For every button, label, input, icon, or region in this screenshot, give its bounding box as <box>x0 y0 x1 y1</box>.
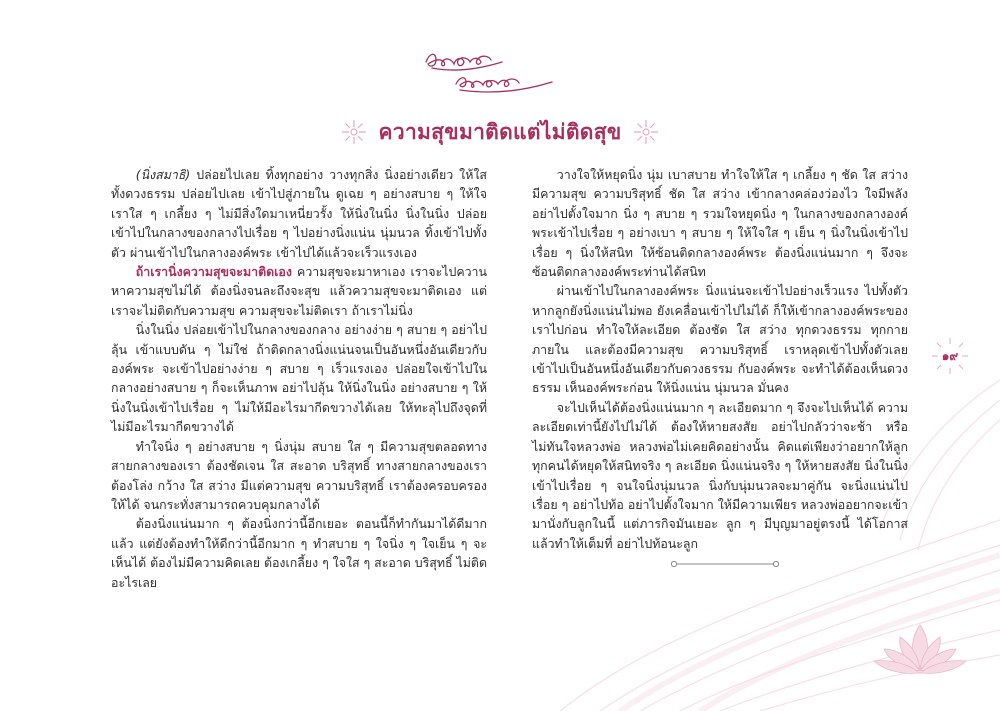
page-title: ความสุขมาติดแต่ไม่ติดสุข <box>378 119 622 144</box>
right-column <box>532 165 908 553</box>
paragraph <box>111 165 487 262</box>
flower-ornament-icon <box>339 117 369 147</box>
page-number: ๑๙ <box>941 349 959 363</box>
paragraph-text: ปล่อยไปเลย ทิ้งทุกอย่าง วางทุกสิ่ง นิ่งอย่างเดียว ให้ใสทั้งดวงธรรม ปล่อยไปเลย เข้าไปสู่ภายใน ดูเฉย ๆ อย่างสบาย ๆ ให้ใจเราใส ๆ เกลี้ยง ๆ ไม่มีสิ่งใดมาเหนี่ยวรั้ง ให้นิ่งในนิ่ง นิ่งในนิ่ง ปล่อยเข้าไปในกลางของกลางไปเรื่อย ๆ ไปอย่างนิ่งแน่น นุ่มนวล ทิ้งเข้าไปทั้งตัว ผ่านเข้าไปในกลางองค์พระ เข้าไปได้แล้วจะเร็วแรงเอง <box>111 167 487 260</box>
signature-image <box>418 40 568 98</box>
section-divider <box>670 558 780 570</box>
paragraph <box>111 262 487 320</box>
paragraph-lead: (นิ่งสมาธิ) <box>135 167 191 182</box>
paragraph: ผ่านเข้าไปในกลางองค์พระ นิ่งแน่นจะเข้าไปอย่างเร็วแรง ไปทั้งตัว หากลูกยังนิ่งแน่นไม่พอ ยังเคลื่อนเข้าไปไม่ได้ ก็ให้เข้ากลางองค์พระของเราไปก่อน ทำใจให้ละเอียด ต้องชัด ใส สว่าง ทุกดวงธรรม ทุกกายภายใน และต้องมีความสุข ความบริสุทธิ์ เราหลุดเข้าไปทั้งตัวเลย เข้าไปเป็นอันหนึ่งอันเดียวกับดวงธรรม กับองค์พระ จะทำได้ต้องเห็นดวงธรรม เห็นองค์พระก่อน ให้นิ่งแน่น นุ่มนวล มั่นคง <box>532 283 908 396</box>
left-column <box>111 165 487 592</box>
paragraph: นิ่งในนิ่ง ปล่อยเข้าไปในกลางของกลาง อย่างง่าย ๆ สบาย ๆ อย่าไปลุ้น เข้าแบบดัน ๆ ไม่ใช่ ถ้าติดกลางนิ่งแน่นจนเป็นอันหนึ่งอันเดียวกับองค์พระ จะเข้าไปอย่างง่าย ๆ สบาย ๆ เร็วแรงเอง ปล่อยใจเข้าไปในกลางอย่างสบาย ๆ ก็จะเห็นภาพ อย่าไปลุ้น ให้นิ่งในนิ่ง อย่างสบาย ๆ ให้นิ่งในนิ่งเข้าไปเรื่อย ๆ ไม่ให้มีอะไรมากีดขวางได้เลย ให้ทะลุไปถึงจุดที่ไม่มีอะไรมากีดขวางได้ <box>111 322 487 435</box>
highlight-text: ถ้าเรานิ่งความสุขจะมาติดเอง <box>135 264 292 280</box>
paragraph: ต้องนิ่งแน่นมาก ๆ ต้องนิ่งกว่านี้อีกเยอะ ตอนนี้ก็ทำกันมาได้ดีมากแล้ว แต่ยังต้องทำให้ดีกว่านี้อีกมาก ๆ ทำสบาย ๆ ใจนิ่ง ๆ ใจเย็น ๆ จะเห็นได้ ต้องไม่มีความคิดเลย ต้องเกลี้ยง ๆ ใจใส ๆ สะอาด บริสุทธิ์ ไม่ติดอะไรเลย <box>111 516 487 590</box>
title-row <box>0 112 1000 152</box>
flower-ornament-icon <box>631 117 661 147</box>
lotus-icon <box>870 617 970 687</box>
paragraph-text: ความสุขจะมาหาเอง เราจะไปควานหาความสุขไม่ได้ ต้องนิ่งจนละถึงจะสุข แล้วความสุขจะมาติดเอง แต่เราจะไม่ติดกับความสุข ความสุขจะไม่ติดเรา ถ้าเราไม่นิ่ง <box>111 264 487 318</box>
paragraph: ทำใจนิ่ง ๆ อย่างสบาย ๆ นิ่งนุ่ม สบาย ใส ๆ มีความสุขตลอดทางสายกลางของเรา ต้องชัดเจน ใส สะอาด บริสุทธิ์ ทางสายกลางของเราต้องโล่ง กว้าง ใส สว่าง มีแต่ความสุข ความบริสุทธิ์ เราต้องครอบครองให้ได้ จนกระทั่งสามารถควบคุมกลางได้ <box>111 438 487 512</box>
paragraph: จะไปเห็นได้ต้องนิ่งแน่นมาก ๆ ละเอียดมาก ๆ จึงจะไปเห็นได้ ความละเอียดเท่านี้ยังไปไม่ได้ ต้องให้หายสงสัย อย่าไปกลัวว่าจะช้า หรือไม่ทันใจหลวงพ่อ หลวงพ่อไม่เคยคิดอย่างนั้น คิดแต่เพียงว่าอยากให้ลูกทุกคนได้หยุดให้สนิทจริง ๆ ละเอียด นิ่งแน่นจริง ๆ ให้หายสงสัย นิ่งในนิ่งเข้าไปเรื่อย ๆ จนใจนิ่งนุ่มนวล นิ่งกับนุ่มนวลจะมาคู่กัน จะนิ่งแน่นไปเรื่อย ๆ อย่าไปท้อ อย่าไปตั้งใจมาก ให้มีความเพียร หลวงพ่ออยากจะเข้ามานั่งกับลูกในนี้ แต่ภารกิจมันเยอะ ลูก ๆ มีบุญมาอยู่ตรงนี้ ได้โอกาสแล้วทำให้เต็มที่ อย่าไปท้อนะลูก <box>532 399 908 551</box>
paragraph: วางใจให้หยุดนิ่ง นุ่ม เบาสบาย ทำใจให้ใส ๆ เกลี้ยง ๆ ชัด ใส สว่าง มีความสุข ความบริสุทธิ์ ชัด ใส สว่าง เข้ากลางคล่องว่องไว ใจมีพลัง อย่าไปตั้งใจมาก นิ่ง ๆ สบาย ๆ รวมใจหยุดนิ่ง ๆ ในกลางของกลางองค์พระเข้าไปเรื่อย ๆ อย่างเบา ๆ สบาย ๆ ให้ใจใส ๆ เย็น ๆ นิ่งในนิ่งเข้าไปเรื่อย ๆ นิ่งให้สนิท ให้ซ้อนติดกลางองค์พระ ต้องนิ่งแน่นมาก ๆ จึงจะซ้อนติดกลางองค์พระท่านได้สนิท <box>532 167 908 280</box>
